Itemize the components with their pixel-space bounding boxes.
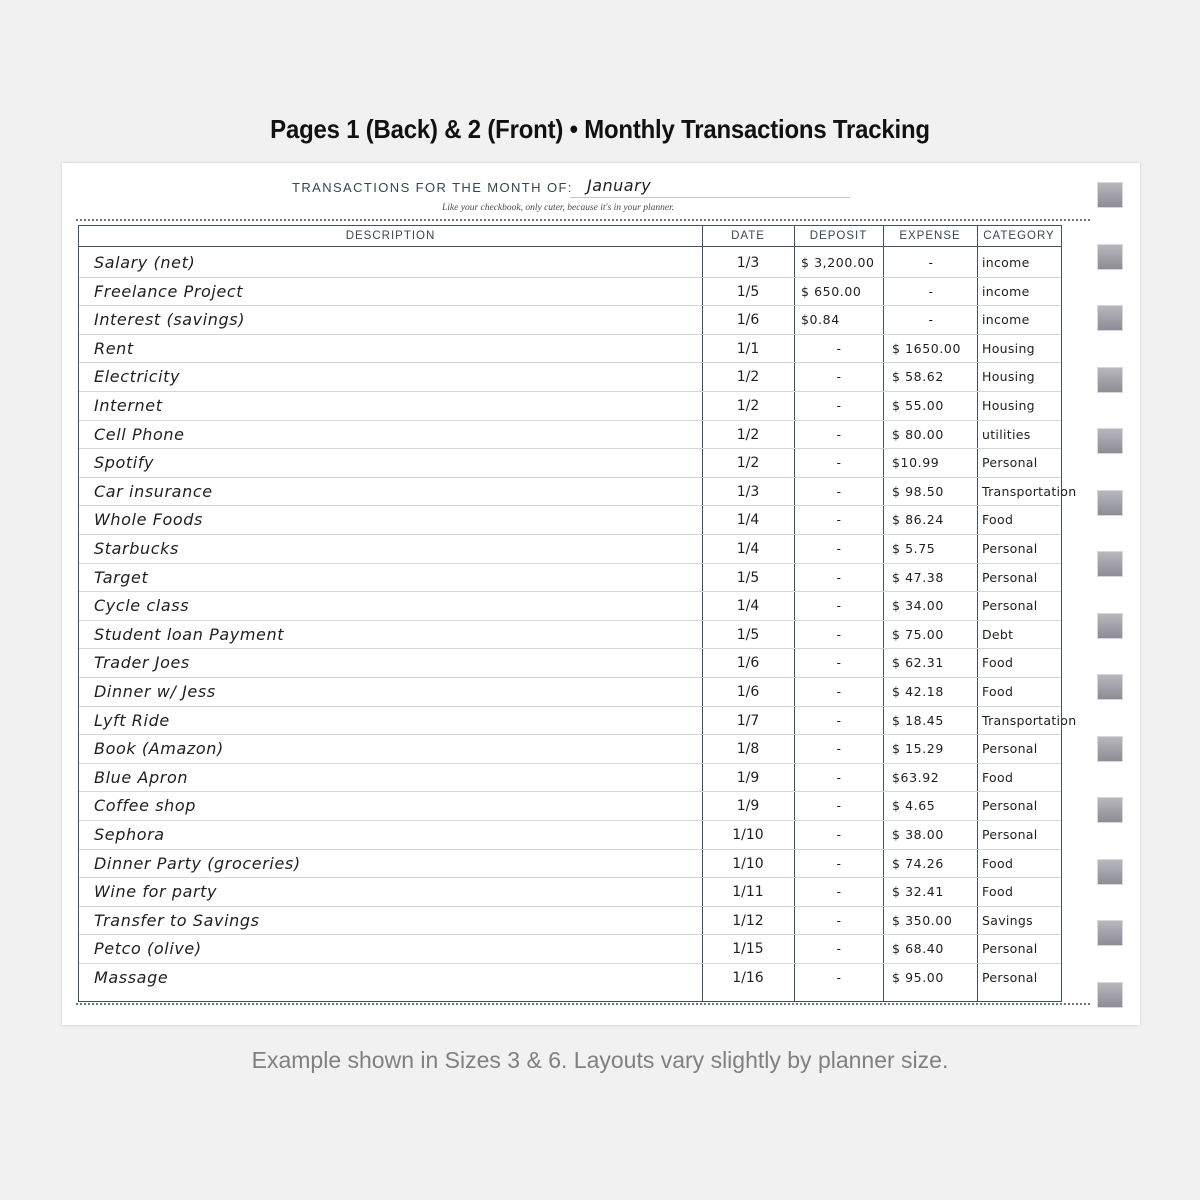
deposit-cell: - [836,684,842,699]
binding-tab [1097,551,1123,577]
table-row [79,677,1061,707]
deposit-cell: - [836,970,842,985]
description-cell: Starbucks [94,539,179,558]
date-cell: 1/12 [732,912,764,929]
category-cell: Food [982,855,1014,871]
date-cell: 1/2 [736,369,760,386]
description-cell: Book (Amazon) [94,739,224,759]
category-cell: Savings [982,912,1033,928]
top-dotted-divider [76,219,1090,221]
description-cell: Transfer to Savings [94,910,260,930]
table-row [79,791,1061,821]
expense-cell: $ 42.18 [892,684,944,699]
category-cell: utilities [982,426,1031,442]
expense-cell: $ 4.65 [892,798,936,814]
description-cell: Trader Joes [94,653,190,673]
description-cell: Blue Apron [94,767,189,787]
category-cell: Food [982,655,1014,671]
description-cell: Student loan Payment [94,624,285,644]
binding-tab [1097,920,1123,946]
table-row [79,906,1061,936]
column-header-date: DATE [731,230,765,242]
binding-tab [1097,305,1123,331]
table-row [79,563,1061,593]
deposit-cell: - [836,741,842,757]
expense-cell: - [928,312,934,328]
binding-tab [1097,797,1123,823]
expense-cell: $ 34.00 [892,598,944,614]
expense-cell: $ 350.00 [892,912,953,928]
column-header-description: DESCRIPTION [345,230,436,242]
table-row [79,706,1077,736]
description-cell: Car insurance [94,481,213,501]
deposit-cell: $0.84 [801,312,840,328]
category-cell: Food [982,884,1014,900]
description-cell: Cell Phone [94,424,185,444]
description-cell: Interest (savings) [94,310,246,330]
page-title: Pages 1 (Back) & 2 (Front) • Monthly Transactions Tracking [270,114,930,144]
bottom-dotted-divider [76,1003,1090,1005]
description-cell: Rent [94,338,134,358]
binding-tab [1097,859,1123,885]
expense-cell: $63.92 [892,769,940,785]
description-cell: Cycle class [94,596,190,616]
category-cell: Personal [982,741,1038,757]
expense-cell: $ 86.24 [892,512,944,528]
category-cell: Debt [982,626,1014,642]
date-cell: 1/10 [732,827,764,843]
expense-cell: $ 95.00 [892,970,944,985]
deposit-cell: - [836,827,842,842]
table-row [79,963,1061,992]
expense-cell: $ 15.29 [892,741,944,757]
deposit-cell: - [836,912,842,928]
caption: Example shown in Sizes 3 & 6. Layouts vary slightly by planner size. [251,1047,949,1073]
table-row [79,305,1061,335]
table-row [79,591,1061,621]
table-row [79,877,1061,907]
category-cell: Food [982,769,1014,785]
description-cell: Salary (net) [94,253,196,272]
column-header-category: CATEGORY [983,230,1055,242]
deposit-cell: - [836,626,842,642]
expense-cell: $ 47.38 [892,569,944,585]
date-cell: 1/2 [736,398,760,414]
deposit-cell: - [836,483,842,499]
month-value: January [587,176,652,195]
date-cell: 1/5 [736,283,760,300]
table-row [79,505,1061,535]
header-divider [79,246,1061,247]
deposit-cell: - [836,426,842,442]
month-underline [570,197,850,198]
description-cell: Dinner Party (groceries) [94,853,301,873]
expense-cell: $ 38.00 [892,827,944,842]
deposit-cell: - [836,712,842,728]
description-cell: Dinner w/ Jess [94,682,216,701]
table-row [79,391,1061,421]
category-cell: Housing [982,369,1035,385]
date-cell: 1/9 [736,798,760,815]
date-cell: 1/5 [736,569,760,586]
date-cell: 1/6 [736,312,760,329]
table-row [79,820,1061,850]
expense-cell: - [928,255,934,270]
category-cell: Housing [982,398,1035,413]
table-row [79,477,1077,507]
deposit-cell: - [836,569,842,585]
date-cell: 1/16 [732,970,764,986]
expense-cell: $ 32.41 [892,884,944,900]
binding-tab [1097,490,1123,516]
description-cell: Freelance Project [94,281,244,301]
deposit-cell: - [836,884,842,900]
expense-cell: $ 80.00 [892,426,944,442]
description-cell: Sephora [94,825,165,844]
deposit-cell: - [836,655,842,671]
category-cell: Personal [982,569,1038,585]
category-cell: Transportation [982,483,1077,499]
deposit-cell: - [836,512,842,528]
description-cell: Coffee shop [94,796,197,816]
expense-cell: $ 55.00 [892,398,944,413]
category-cell: Personal [982,541,1038,556]
category-cell: income [982,255,1030,270]
description-cell: Lyft Ride [94,710,170,730]
table-row [79,248,1061,278]
planner-sheet [62,163,1140,1025]
deposit-cell: - [836,769,842,785]
table-row [79,334,1061,364]
deposit-cell: - [836,941,842,957]
column-header-expense: EXPENSE [899,230,961,242]
binding-tab [1097,736,1123,762]
table-row [79,362,1061,392]
category-cell: Personal [982,798,1038,814]
category-cell: Housing [982,340,1035,356]
description-cell: Electricity [94,367,181,387]
description-cell: Wine for party [94,882,218,902]
column-header-deposit: DEPOSIT [809,230,868,242]
deposit-cell: - [836,369,842,385]
deposit-cell: $ 3,200.00 [801,255,875,270]
description-cell: Target [94,567,149,587]
expense-cell: $ 74.26 [892,855,944,871]
table-row [79,620,1061,650]
expense-cell: $ 68.40 [892,941,944,957]
date-cell: 1/2 [736,455,760,472]
binding-tab [1097,244,1123,270]
table-row [79,420,1061,450]
category-cell: Personal [982,941,1038,957]
deposit-cell: $ 650.00 [801,283,862,299]
binding-tab [1097,428,1123,454]
description-cell: Petco (olive) [94,939,202,959]
category-cell: Personal [982,970,1038,985]
date-cell: 1/5 [736,626,760,643]
expense-cell: $ 1650.00 [892,340,962,356]
deposit-cell: - [836,598,842,614]
date-cell: 1/4 [736,541,760,557]
deposit-cell: - [836,541,842,556]
date-cell: 1/1 [736,340,760,357]
expense-cell: $ 58.62 [892,369,944,385]
description-cell: Internet [94,396,163,415]
date-cell: 1/4 [736,512,760,529]
category-cell: Food [982,512,1014,528]
expense-cell: $ 62.31 [892,655,944,671]
binding-tab [1097,982,1123,1008]
category-cell: income [982,312,1030,328]
binding-tab [1097,613,1123,639]
date-cell: 1/8 [736,741,760,758]
date-cell: 1/3 [736,255,760,271]
expense-cell: $ 18.45 [892,712,944,728]
date-cell: 1/3 [736,483,760,500]
deposit-cell: - [836,855,842,871]
table-row [79,277,1061,307]
deposit-cell: - [836,398,842,413]
date-cell: 1/2 [736,426,760,443]
date-cell: 1/9 [736,769,760,786]
description-cell: Spotify [94,453,155,473]
expense-cell: $ 98.50 [892,483,944,499]
category-cell: Transportation [982,712,1077,728]
tagline: Like your checkbook, only cuter, because it's in your planner. [442,203,675,213]
description-cell: Massage [94,968,169,987]
date-cell: 1/6 [736,655,760,672]
category-cell: income [982,283,1030,299]
category-cell: Food [982,684,1014,699]
date-cell: 1/6 [736,684,760,700]
deposit-cell: - [836,798,842,814]
date-cell: 1/15 [732,941,764,958]
category-cell: Personal [982,827,1038,842]
spiral-binding [1097,182,1123,1022]
category-cell: Personal [982,455,1038,471]
deposit-cell: - [836,340,842,356]
expense-cell: $10.99 [892,455,940,471]
deposit-cell: - [836,455,842,471]
expense-cell: - [928,283,934,299]
date-cell: 1/11 [732,884,764,901]
expense-cell: $ 75.00 [892,626,944,642]
table-row [79,849,1061,879]
date-cell: 1/10 [732,855,764,872]
binding-tab [1097,367,1123,393]
transactions-table [78,225,1077,1002]
table-row [79,734,1061,764]
expense-cell: $ 5.75 [892,541,936,556]
table-row [79,648,1061,678]
date-cell: 1/4 [736,598,760,615]
binding-tab [1097,182,1123,208]
table-row [79,534,1061,564]
date-cell: 1/7 [736,712,760,729]
month-label: TRANSACTIONS FOR THE MONTH OF: [292,180,573,195]
table-row [79,763,1061,793]
description-cell: Whole Foods [94,510,203,530]
binding-tab [1097,674,1123,700]
table-row [79,934,1061,964]
category-cell: Personal [982,598,1038,614]
table-row [79,448,1061,478]
